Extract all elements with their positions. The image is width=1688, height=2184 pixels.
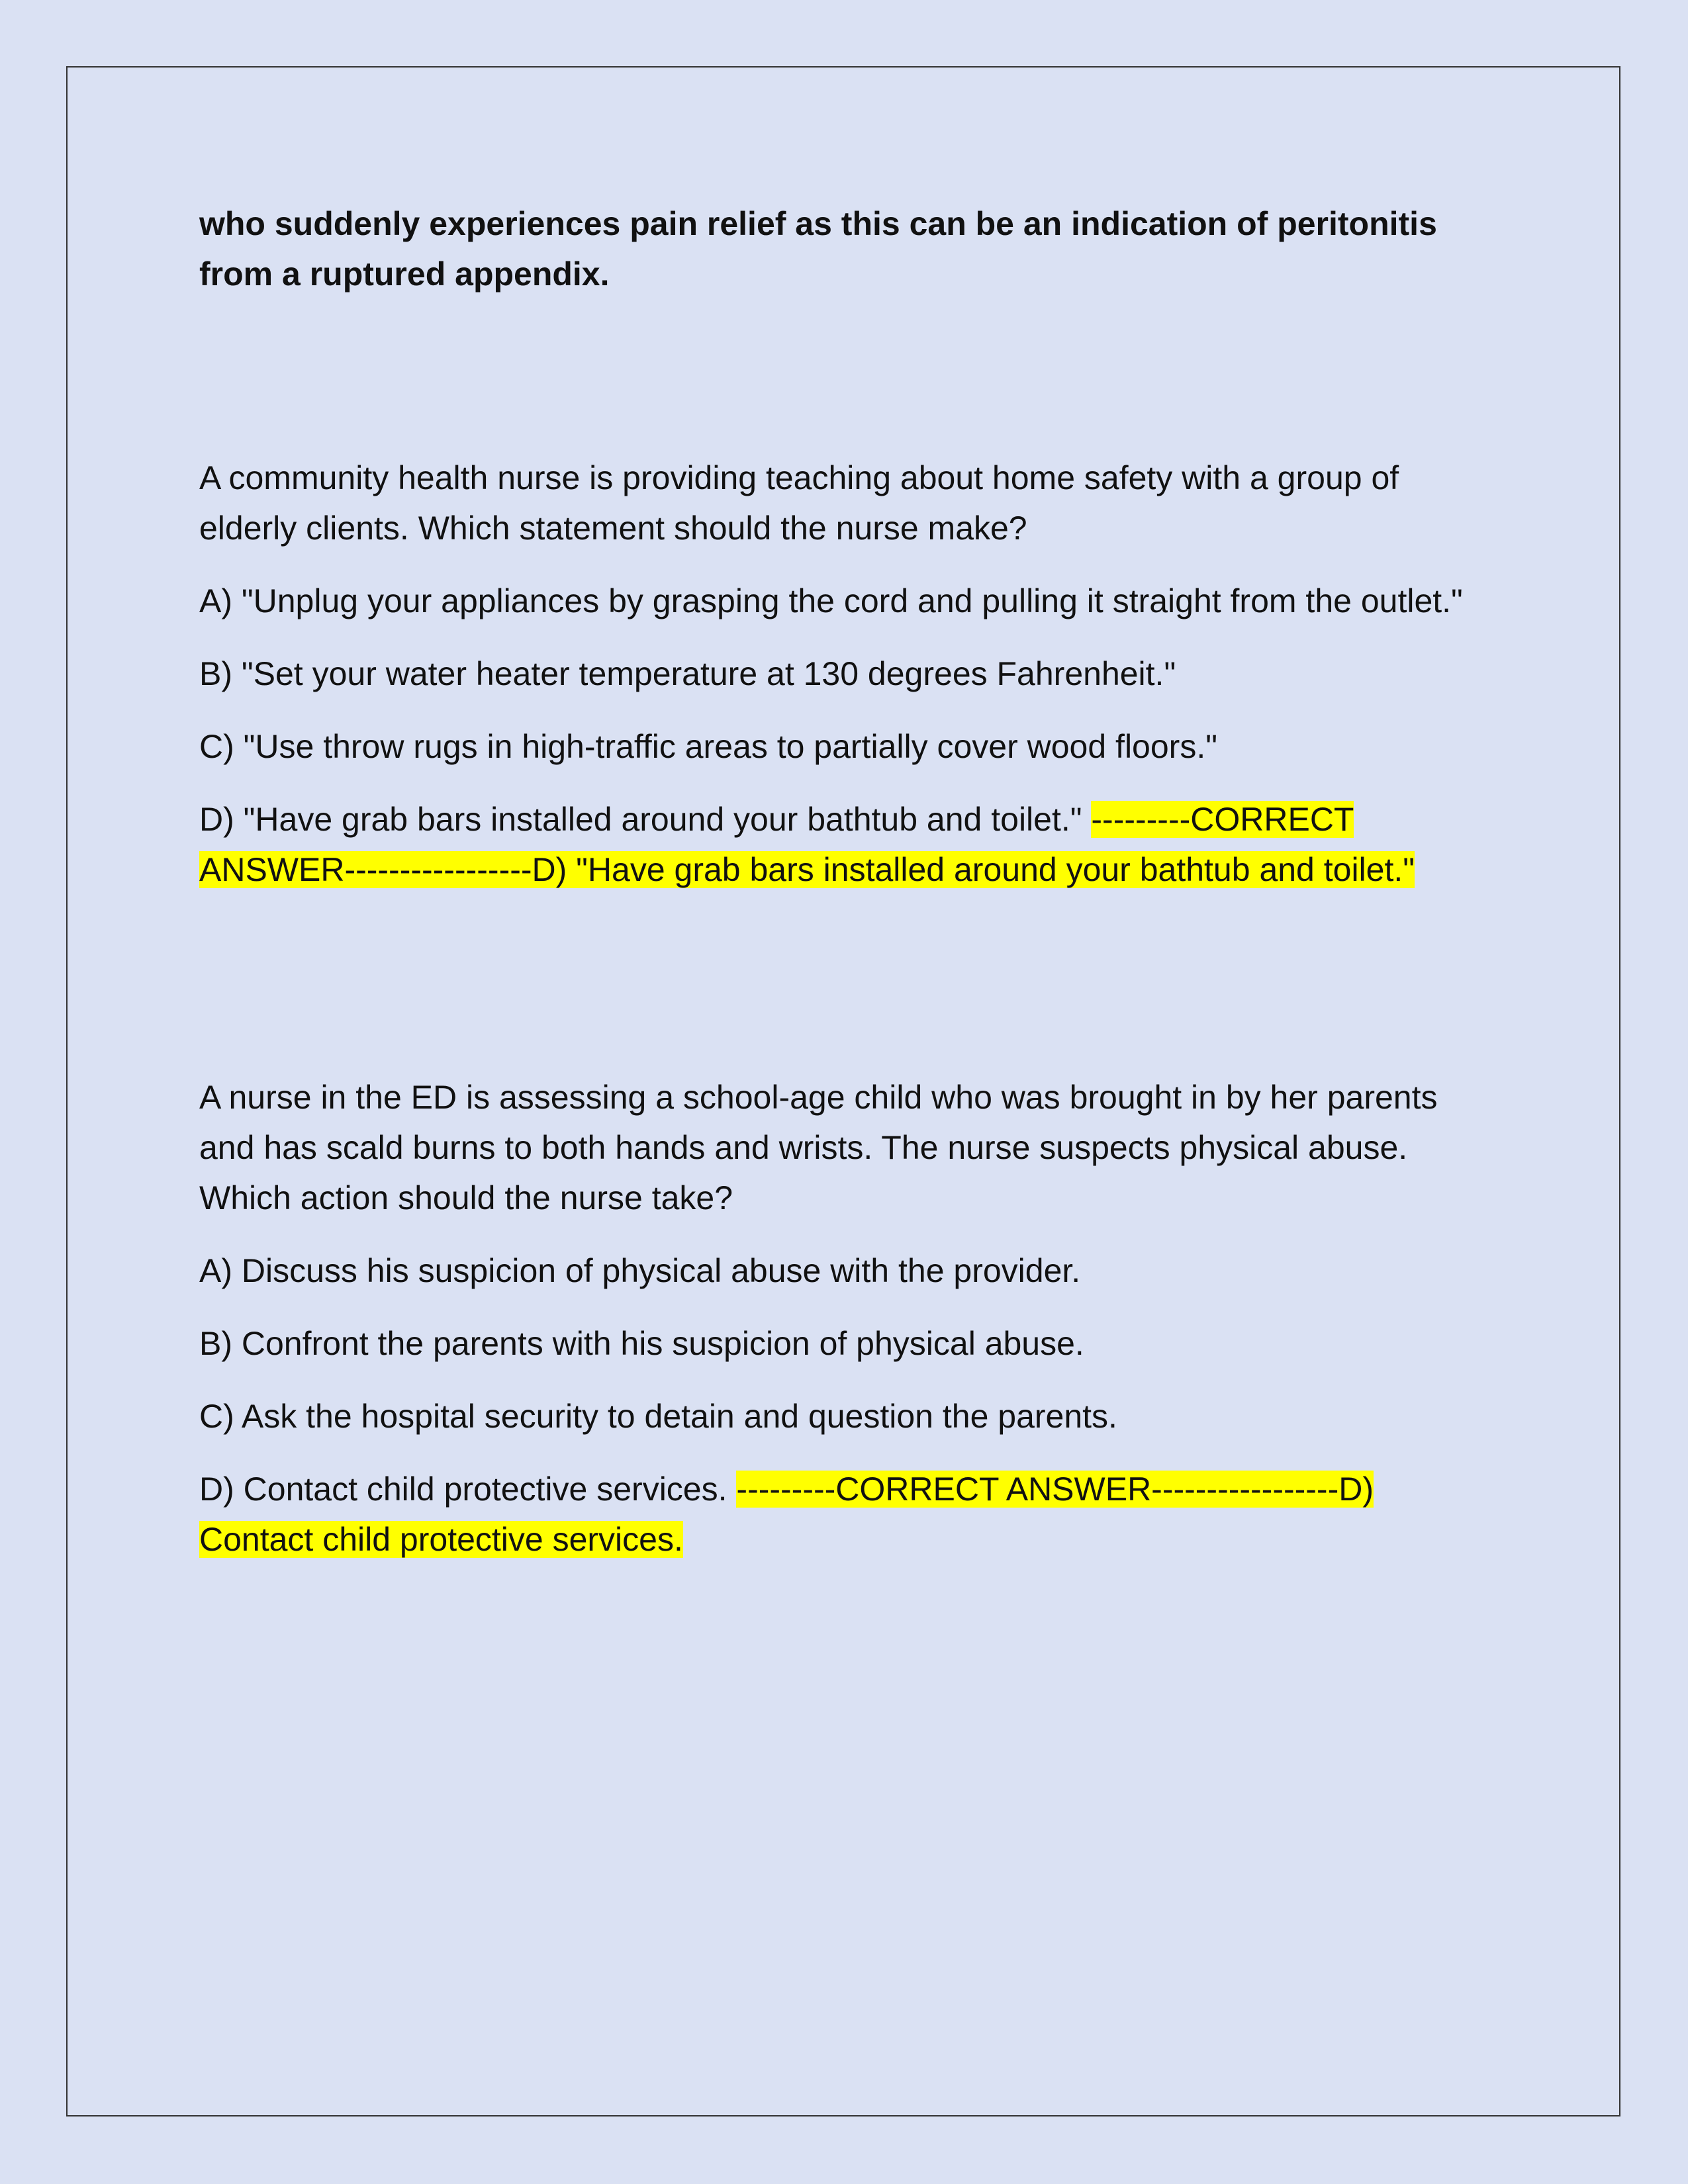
question-stem: A nurse in the ED is assessing a school-age child who was brought in by her parents and has scald burns to both hands and wrists. The nurse suspects physical abuse. Which action should the nurse take? bbox=[199, 1079, 1438, 1216]
continuation-text: who suddenly experiences pain relief as this can be an indication of peritonitis from a ruptured appendix. bbox=[199, 205, 1437, 293]
question-2 bbox=[199, 1072, 1497, 1565]
document-content bbox=[199, 199, 1497, 1565]
correct-answer-highlight: ---------CORRECT ANSWER-----------------D) "Have grab bars installed around your bathtub and toilet." bbox=[199, 801, 1415, 888]
option-c: C) Ask the hospital security to detain and question the parents. bbox=[199, 1398, 1117, 1435]
question-1 bbox=[199, 453, 1497, 895]
option-d: D) "Have grab bars installed around your bathtub and toilet." bbox=[199, 801, 1082, 838]
option-d-with-answer bbox=[199, 1464, 1497, 1565]
question-stem: A community health nurse is providing teaching about home safety with a group of elderly clients. Which statement should the nurse make? bbox=[199, 459, 1399, 547]
option-b: B) "Set your water heater temperature at 130 degrees Fahrenheit." bbox=[199, 655, 1176, 692]
correct-answer-highlight: ---------CORRECT ANSWER-----------------D) Contact child protective services. bbox=[199, 1471, 1374, 1558]
option-a: A) "Unplug your appliances by grasping the cord and pulling it straight from the outlet." bbox=[199, 582, 1463, 619]
option-d: D) Contact child protective services. bbox=[199, 1471, 727, 1508]
option-b: B) Confront the parents with his suspicion of physical abuse. bbox=[199, 1325, 1084, 1362]
option-a: A) Discuss his suspicion of physical abuse with the provider. bbox=[199, 1252, 1081, 1289]
option-c: C) "Use throw rugs in high-traffic areas to partially cover wood floors." bbox=[199, 728, 1217, 765]
option-d-with-answer bbox=[199, 794, 1497, 895]
